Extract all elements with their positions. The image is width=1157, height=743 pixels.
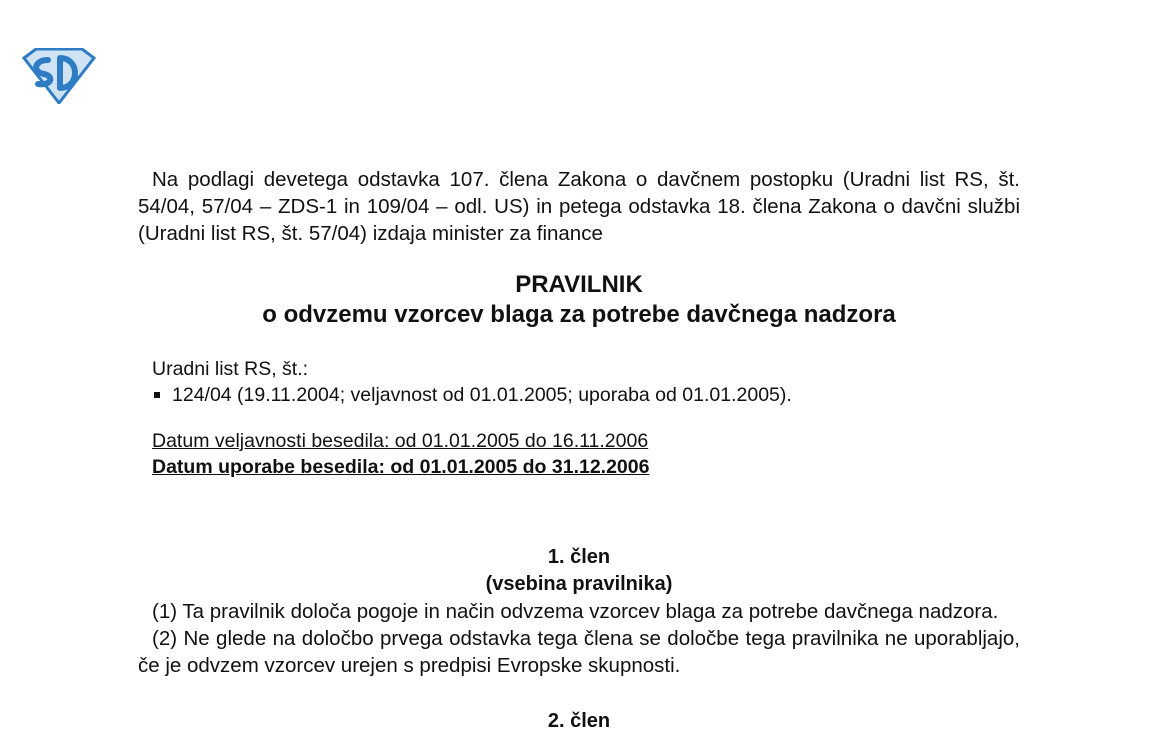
document-title: PRAVILNIK (515, 271, 643, 298)
sd-logo (22, 48, 96, 104)
gazette-label: Uradni list RS, št.: (152, 358, 309, 380)
gazette-info (138, 356, 1020, 408)
article-1-number: 1. člen (547, 546, 611, 568)
gazette-item: 124/04 (19.11.2004; veljavnost od 01.01.2005; uporaba od 01.01.2005). (152, 382, 1020, 408)
article-1-paragraph-2: (2) Ne glede na določbo prvega odstavka tega člena se določbe tega pravilnika ne uporabljajo, če je odvzem vzorcev urejen s predpisi Evropske skupnosti. (138, 627, 1020, 677)
gazette-list (152, 382, 1020, 408)
article-1 (138, 544, 1020, 679)
document-subtitle: o odvzemu vzorcev blaga za potrebe davčnega nadzora (262, 301, 896, 328)
title-block (138, 270, 1020, 330)
dates-block (138, 428, 1020, 480)
article-2 (138, 708, 1020, 735)
article-2-number: 2. člen (547, 710, 611, 732)
validity-date: Datum veljavnosti besedila: od 01.01.2005 do 16.11.2006 (152, 430, 649, 452)
article-1-paragraph-1: (1) Ta pravilnik določa pogoje in način odvzema vzorcev blaga za potrebe davčnega nadzora. (152, 600, 999, 623)
document-body (138, 166, 1020, 735)
preamble: Na podlagi devetega odstavka 107. člena Zakona o davčnem postopku (Uradni list RS, št. 54/04, 57/04 – ZDS-1 in 109/04 – odl. US) in petega odstavka 18. člena Zakona o davčni službi (Uradni list RS, št. 57/04) izdaja minister za finance (138, 168, 1020, 245)
use-date: Datum uporabe besedila: od 01.01.2005 do 31.12.2006 (152, 456, 650, 478)
article-1-heading: (vsebina pravilnika) (485, 573, 673, 595)
